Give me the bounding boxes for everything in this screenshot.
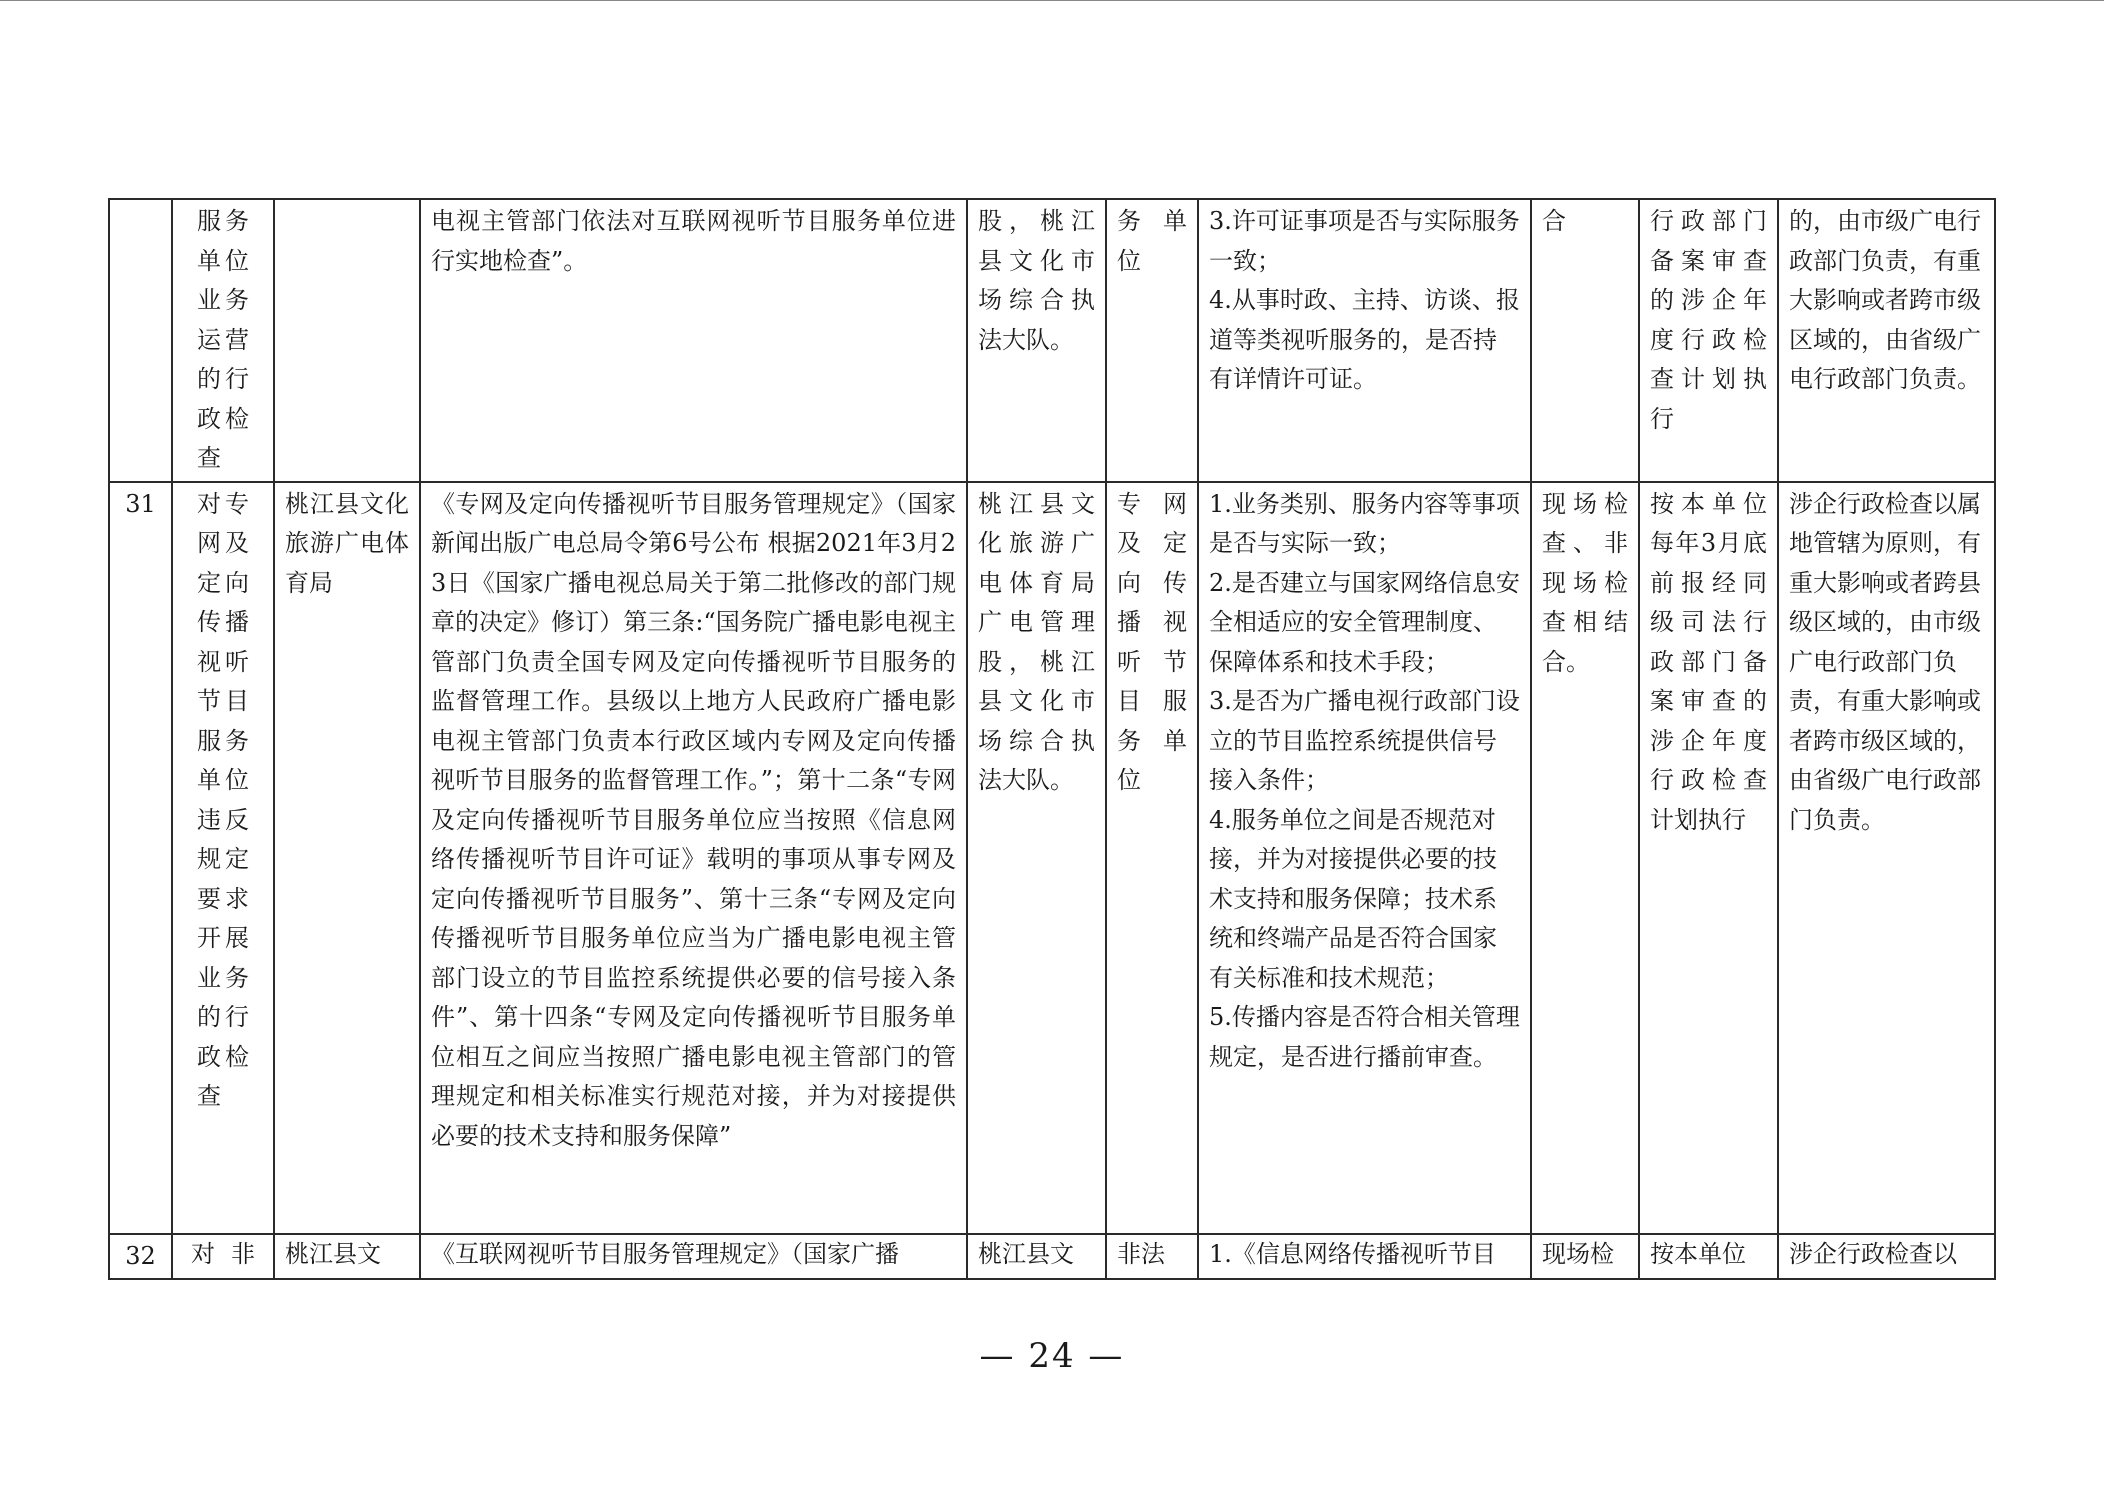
- table-row: [109, 482, 1995, 1234]
- inspection-method-cell: 现场检查、非现场检查相结合。: [1531, 482, 1639, 1234]
- inspection-subject-cell: 桃江县文: [967, 1234, 1106, 1280]
- item-name-col-2: 非: [231, 1239, 255, 1268]
- row-number: 31: [109, 482, 172, 1234]
- item-name-col-2: 务 位 务 营 行 检: [225, 207, 249, 433]
- row-number: [109, 199, 172, 482]
- department-cell: [274, 199, 420, 482]
- page-number: — 24 —: [979, 1336, 1125, 1376]
- inspection-subject-cell: 股，桃江县文化市场综合执法大队。: [967, 199, 1106, 482]
- jurisdiction-level-cell: 涉企行政检查以: [1778, 1234, 1995, 1280]
- department-cell: 桃江县文: [274, 1234, 420, 1280]
- inspection-subject-cell: 桃江县文化旅游广电体育局广电管理股，桃江县文化市场综合执法大队。: [967, 482, 1106, 1234]
- item-name-cell: [172, 1234, 274, 1280]
- inspection-frequency-cell: 按本单位每年3月底前报经同级司法行政部门备案审查的涉企年度行政检查计划执行: [1639, 482, 1778, 1234]
- inspection-frequency-cell: 按本单位: [1639, 1234, 1778, 1280]
- inspection-content-cell: 1.业务类别、服务内容等事项是否与实际一致； 2.是否建立与国家网络信息安全相适应的安全管理制度、保障体系和技术手段； 3.是否为广播电视行政部门设立的节目监控系统提供信号接入条件； 4.服务单位之间是否规范对接，并为对接提供必要的技术支持和服务保障；技术系统和终端产品是否符合国家有关标准和技术规范； 5.传播内容是否符合相关管理规定，是否进行播前审查。: [1198, 482, 1531, 1234]
- inspection-object-cell: 专网及定向传播视听节目服务单位: [1106, 482, 1198, 1234]
- table-row: [109, 199, 1995, 482]
- item-name-col-2: 专 及 向 播 听 目 务 位 反 定 求 展 务 行 检: [225, 489, 249, 1071]
- inspection-method-cell: 现场检: [1531, 1234, 1639, 1280]
- item-name-cell: [172, 482, 274, 1234]
- inspection-object-cell: 非法: [1106, 1234, 1198, 1280]
- inspection-frequency-cell: 行政部门备案审查的涉企年度行政检查计划执行: [1639, 199, 1778, 482]
- legal-basis-cell: 电视主管部门依法对互联网视听节目服务单位进行实地检查”。: [420, 199, 967, 482]
- jurisdiction-level-cell: 涉企行政检查以属地管辖为原则，有重大影响或者跨县级区域的，由市级广电行政部门负责，有重大影响或者跨市级区域的，由省级广电行政部门负责。: [1778, 482, 1995, 1234]
- legal-basis-cell: 《互联网视听节目服务管理规定》（国家广播: [420, 1234, 967, 1280]
- item-name-col-1: 服 单 业 运 的 政 查: [197, 207, 221, 472]
- jurisdiction-level-cell: 的，由市级广电行政部门负责，有重大影响或者跨市级区域的，由省级广电行政部门负责。: [1778, 199, 1995, 482]
- legal-basis-cell: 《专网及定向传播视听节目服务管理规定》（国家新闻出版广电总局令第6号公布 根据2021年3月23日《国家广播电视总局关于第二批修改的部门规章的决定》修订）第三条:“国务院广播电影电视主管部门负责全国专网及定向传播视听节目服务的监督管理工作。县级以上地方人民政府广播电影电视主管部门负责本行政区域内专网及定向传播视听节目服务的监督管理工作。”；第十二条“专网及定向传播视听节目服务单位应当按照《信息网络传播视听节目许可证》载明的事项从事专网及定向传播视听节目服务”、第十三条“专网及定向传播视听节目服务单位应当为广播电影电视主管部门设立的节目监控系统提供必要的信号接入条件”、第十四条“专网及定向传播视听节目服务单位相互之间应当按照广播电影电视主管部门的管理规定和相关标准实行规范对接，并为对接提供必要的技术支持和服务保障”: [420, 482, 967, 1234]
- inspection-content-cell: 3.许可证事项是否与实际服务一致； 4.从事时政、主持、访谈、报道等类视听服务的，是否持有详情许可证。: [1198, 199, 1531, 482]
- item-name-col-1: 对: [191, 1239, 215, 1268]
- department-cell: 桃江县文化旅游广电体育局: [274, 482, 420, 1234]
- inspection-content-cell: 1.《信息网络传播视听节目: [1198, 1234, 1531, 1280]
- table-row: [109, 1234, 1995, 1280]
- item-name-col-1: 对 网 定 传 视 节 服 单 违 规 要 开 业 的 政 查: [197, 489, 221, 1110]
- inspection-items-table: [108, 198, 1996, 1280]
- inspection-method-cell: 合: [1531, 199, 1639, 482]
- inspection-object-cell: 务单位: [1106, 199, 1198, 482]
- row-number: 32: [109, 1234, 172, 1280]
- item-name-cell: [172, 199, 274, 482]
- page-top-border: [0, 0, 2104, 1]
